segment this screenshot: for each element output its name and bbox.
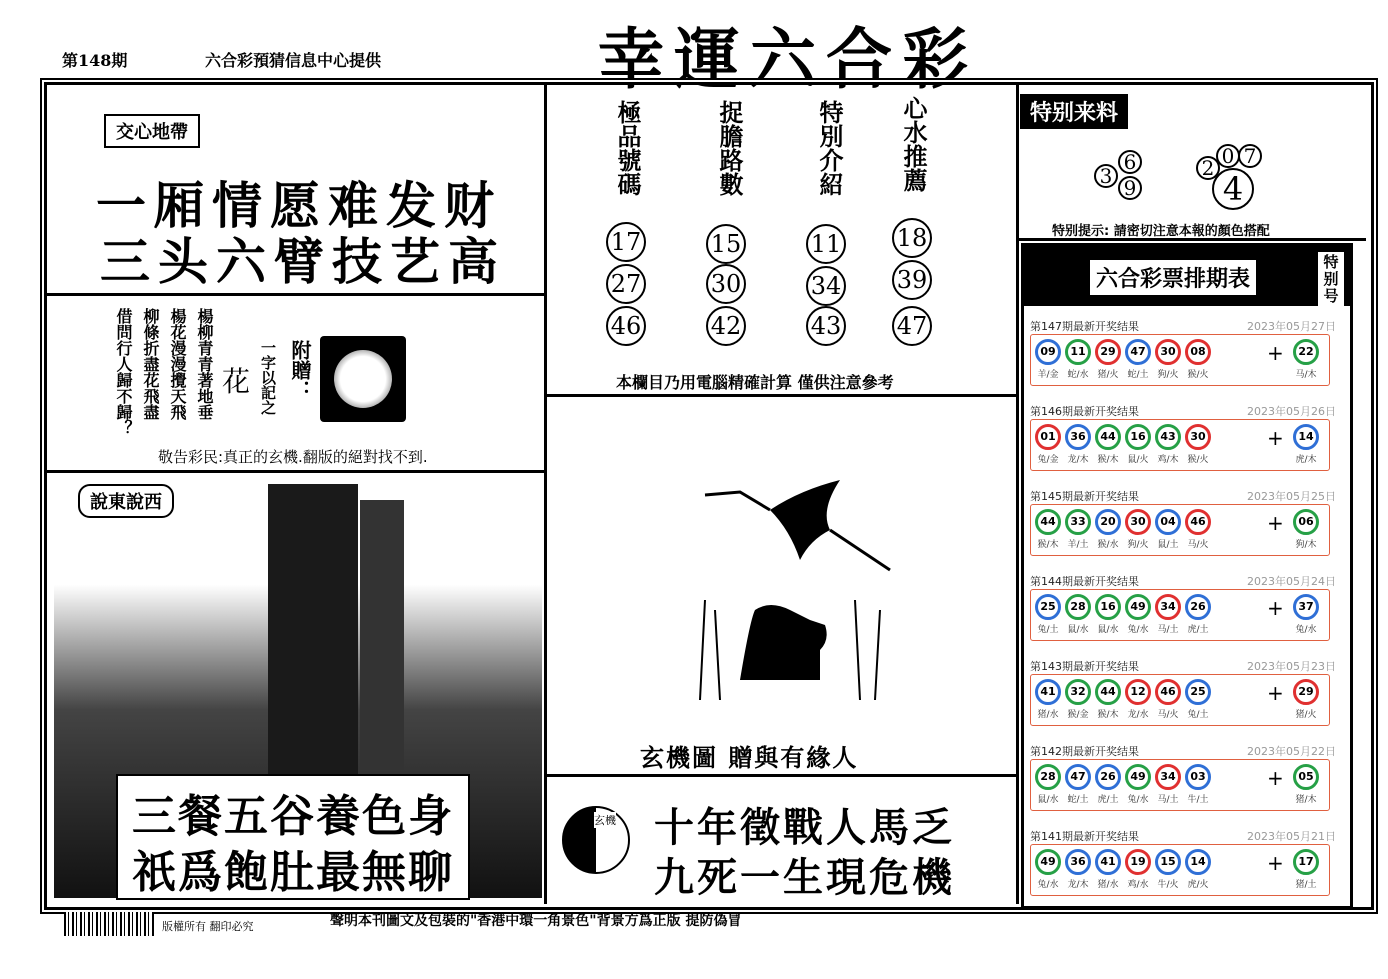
ball-zodiac: 狗/木: [1295, 540, 1317, 550]
number-circle: 15: [706, 224, 746, 264]
barcode: [64, 912, 154, 936]
lottery-ball: 49: [1125, 764, 1151, 790]
numbers-footer: 本欄目乃用電腦精確計算 僅供注意參考: [616, 373, 894, 392]
ball-zodiac: 猪/土: [1295, 880, 1317, 890]
poem-column-2: 楊花漫漫攪天飛: [168, 308, 187, 420]
special-ball: 05: [1293, 764, 1319, 790]
lottery-ball: 19: [1125, 849, 1151, 875]
results-panel: [1021, 243, 1353, 909]
lottery-ball: 44: [1035, 509, 1061, 535]
result-row: [1028, 318, 1344, 398]
ball-zodiac: 猴/木: [1097, 710, 1119, 720]
ball-zodiac: 兔/水: [1295, 625, 1317, 635]
result-balls-box: [1030, 674, 1330, 726]
issue-number: 第148期: [62, 51, 128, 70]
lottery-ball: 25: [1185, 679, 1211, 705]
heart-line-2: 三头六臂技艺高: [100, 232, 506, 291]
yin-yang-label: 玄機: [594, 814, 616, 827]
special-number: 3: [1094, 164, 1118, 188]
ball-zodiac: 马/木: [1295, 370, 1317, 380]
result-row: [1028, 403, 1344, 483]
ball-zodiac: 马/火: [1187, 540, 1209, 550]
special-number: 0: [1216, 144, 1240, 168]
ball-zodiac: 羊/金: [1037, 370, 1059, 380]
heart-line-1: 一厢情愿难发财: [96, 176, 502, 235]
plus-sign: +: [1267, 341, 1284, 365]
ball-zodiac: 牛/火: [1157, 880, 1179, 890]
divider-left-2: [46, 470, 544, 473]
result-balls-box: [1030, 759, 1330, 811]
ball-zodiac: 龙/木: [1067, 880, 1089, 890]
lottery-ball: 26: [1095, 764, 1121, 790]
result-balls-box: [1030, 844, 1330, 896]
special-ball: 14: [1293, 424, 1319, 450]
xuanji-caption: 玄機圖 贈與有緣人: [640, 743, 859, 772]
result-balls-box: [1030, 334, 1330, 386]
ball-zodiac: 羊/土: [1067, 540, 1089, 550]
plus-sign: +: [1267, 681, 1284, 705]
ball-zodiac: 龙/水: [1127, 710, 1149, 720]
number-circle: 17: [606, 222, 646, 262]
lottery-ball: 15: [1155, 849, 1181, 875]
lottery-ball: 33: [1065, 509, 1091, 535]
lottery-ball: 26: [1185, 594, 1211, 620]
special-ball: 22: [1293, 339, 1319, 365]
result-row-date: 2023年05月23日: [1247, 660, 1336, 673]
lottery-ball: 28: [1065, 594, 1091, 620]
ball-zodiac: 蛇/土: [1127, 370, 1149, 380]
yin-yang-icon: [562, 806, 630, 874]
ball-zodiac: 兔/金: [1037, 455, 1059, 465]
ball-zodiac: 狗/火: [1157, 370, 1179, 380]
plus-sign: +: [1267, 511, 1284, 535]
special-ball: 06: [1293, 509, 1319, 535]
ball-zodiac: 马/土: [1157, 795, 1179, 805]
ball-zodiac: 蛇/土: [1067, 795, 1089, 805]
number-circle: 11: [806, 224, 846, 264]
ball-zodiac: 兔/水: [1037, 880, 1059, 890]
result-row-date: 2023年05月24日: [1247, 575, 1336, 588]
result-row-label: 第146期最新开奖结果: [1030, 405, 1139, 418]
lottery-ball: 43: [1155, 424, 1181, 450]
ball-zodiac: 猴/水: [1097, 540, 1119, 550]
lottery-ball: 34: [1155, 594, 1181, 620]
lottery-ball: 16: [1125, 424, 1151, 450]
dongxi-tag: 說東說西: [78, 484, 174, 518]
result-row-label: 第147期最新开奖结果: [1030, 320, 1139, 333]
poem-column-3: 柳條折盡花飛盡: [141, 308, 160, 420]
lottery-ball: 20: [1095, 509, 1121, 535]
footer-statement: 聲明本刊圖文及包裝的"香港中環一角景色"背景方爲正版 提防偽冒: [330, 913, 742, 929]
ball-zodiac: 猴/火: [1187, 455, 1209, 465]
ball-zodiac: 兔/水: [1127, 795, 1149, 805]
special-group-2: [1196, 144, 1276, 208]
poem-hint: 一字以記之: [259, 340, 277, 415]
result-row-date: 2023年05月22日: [1247, 745, 1336, 758]
lottery-ball: 04: [1155, 509, 1181, 535]
lottery-ball: 41: [1035, 679, 1061, 705]
result-row: [1028, 573, 1344, 653]
number-circle: 18: [892, 218, 932, 258]
ball-zodiac: 猴/金: [1067, 710, 1089, 720]
lottery-ball: 47: [1065, 764, 1091, 790]
result-row-date: 2023年05月27日: [1247, 320, 1336, 333]
special-number: 2: [1196, 156, 1220, 180]
result-row: [1028, 828, 1344, 908]
plus-sign: +: [1267, 766, 1284, 790]
special-number: 9: [1118, 176, 1142, 200]
number-circle: 43: [806, 306, 846, 346]
result-row: [1028, 743, 1344, 823]
special-ball: 29: [1293, 679, 1319, 705]
provider-text: 六合彩預猜信息中心提供: [205, 51, 382, 70]
ball-zodiac: 鼠/水: [1097, 625, 1119, 635]
lottery-ball: 34: [1155, 764, 1181, 790]
result-row-label: 第142期最新开奖结果: [1030, 745, 1139, 758]
ball-zodiac: 鼠/土: [1157, 540, 1179, 550]
number-circle: 46: [606, 306, 646, 346]
result-row-label: 第143期最新开奖结果: [1030, 660, 1139, 673]
number-circle: 34: [806, 266, 846, 306]
lottery-ball: 30: [1125, 509, 1151, 535]
tower-building-2: [360, 500, 404, 770]
special-tag: 特别来料: [1020, 94, 1128, 129]
ball-zodiac: 狗/火: [1127, 540, 1149, 550]
numbers-col-1-label: 極品號碼: [613, 100, 642, 196]
lottery-ball: 36: [1065, 849, 1091, 875]
number-circle: 39: [892, 260, 932, 300]
ball-zodiac: 猪/木: [1295, 795, 1317, 805]
lottery-ball: 46: [1185, 509, 1211, 535]
ball-zodiac: 鼠/水: [1067, 625, 1089, 635]
result-balls-box: [1030, 589, 1330, 641]
ball-zodiac: 猪/火: [1295, 710, 1317, 720]
poem-column-4: 借問行人歸不歸？: [114, 308, 133, 436]
special-number-label: 特别号: [1318, 252, 1344, 307]
ball-zodiac: 虎/木: [1295, 455, 1317, 465]
crane-dog-icon: [680, 470, 900, 710]
ball-zodiac: 蛇/水: [1067, 370, 1089, 380]
lottery-ball: 46: [1155, 679, 1181, 705]
dongxi-line-1: 三餐五谷養色身: [132, 791, 454, 842]
ball-zodiac: 猴/木: [1037, 540, 1059, 550]
special-group-1: [1094, 150, 1154, 200]
ball-zodiac: 牛/土: [1187, 795, 1209, 805]
page-title: 幸運六合彩: [598, 20, 978, 98]
results-panel-header: [1024, 246, 1350, 306]
number-circle: 30: [706, 264, 746, 304]
result-balls-box: [1030, 504, 1330, 556]
ball-zodiac: 马/火: [1157, 710, 1179, 720]
lottery-ball: 28: [1035, 764, 1061, 790]
special-number: 6: [1118, 150, 1142, 174]
lottery-ball: 03: [1185, 764, 1211, 790]
lottery-ball: 49: [1125, 594, 1151, 620]
ball-zodiac: 鸡/水: [1127, 880, 1149, 890]
result-row-label: 第145期最新开奖结果: [1030, 490, 1139, 503]
numbers-col-4-label: 心水推薦: [899, 96, 928, 192]
numbers-col-3-label: 特別介紹: [815, 100, 844, 196]
ball-zodiac: 兔/土: [1037, 625, 1059, 635]
plus-sign: +: [1267, 596, 1284, 620]
lottery-ball: 32: [1065, 679, 1091, 705]
ball-zodiac: 猴/火: [1187, 370, 1209, 380]
special-number: 7: [1238, 144, 1262, 168]
lottery-ball: 29: [1095, 339, 1121, 365]
ball-zodiac: 兔/水: [1127, 625, 1149, 635]
lottery-ball: 12: [1125, 679, 1151, 705]
lottery-ball: 49: [1035, 849, 1061, 875]
divider-right: [1016, 84, 1019, 904]
number-circle: 42: [706, 306, 746, 346]
special-ball: 37: [1293, 594, 1319, 620]
special-ball: 17: [1293, 849, 1319, 875]
result-balls-box: [1030, 419, 1330, 471]
lottery-ball: 08: [1185, 339, 1211, 365]
plus-sign: +: [1267, 851, 1284, 875]
ball-zodiac: 猪/火: [1097, 370, 1119, 380]
plus-sign: +: [1267, 426, 1284, 450]
xuanji-line-2: 九死一生現危機: [654, 854, 955, 901]
special-hint: 特别提示: 請密切注意本報的顏色搭配: [1052, 224, 1270, 239]
ball-zodiac: 鸡/木: [1157, 455, 1179, 465]
lottery-ball: 30: [1185, 424, 1211, 450]
ball-zodiac: 鼠/火: [1127, 455, 1149, 465]
result-row-label: 第144期最新开奖结果: [1030, 575, 1139, 588]
result-row-label: 第141期最新开奖结果: [1030, 830, 1139, 843]
result-row-date: 2023年05月26日: [1247, 405, 1336, 418]
lottery-ball: 01: [1035, 424, 1061, 450]
lottery-ball: 41: [1095, 849, 1121, 875]
lottery-ball: 25: [1035, 594, 1061, 620]
numbers-col-2-label: 捉膽路數: [715, 100, 744, 196]
lottery-ball: 44: [1095, 424, 1121, 450]
ball-zodiac: 龙/木: [1067, 455, 1089, 465]
number-circle: 27: [606, 264, 646, 304]
poem-column-1: 楊柳青青著地垂: [195, 308, 214, 420]
number-circle: 47: [892, 306, 932, 346]
results-panel-title: 六合彩票排期表: [1090, 260, 1256, 295]
result-row-date: 2023年05月25日: [1247, 490, 1336, 503]
lottery-ball: 47: [1125, 339, 1151, 365]
tower-building: [268, 484, 358, 774]
result-row: [1028, 488, 1344, 568]
ball-zodiac: 猪/水: [1037, 710, 1059, 720]
result-row-date: 2023年05月21日: [1247, 830, 1336, 843]
poem-block: [112, 308, 216, 438]
ball-zodiac: 兔/土: [1187, 710, 1209, 720]
xuanji-line-1: 十年徵戰人馬乏: [654, 804, 955, 851]
copyright-text: 版權所有 翻印必究: [162, 920, 254, 933]
ball-zodiac: 鼠/水: [1037, 795, 1059, 805]
ball-zodiac: 虎/土: [1187, 625, 1209, 635]
special-number: 4: [1212, 168, 1254, 210]
gift-image: [320, 336, 406, 422]
lottery-ball: 16: [1095, 594, 1121, 620]
warning-text: 敬告彩民:真正的玄機.翻版的絕對找不到.: [158, 448, 428, 466]
dongxi-line-2: 祇爲飽肚最無聊: [132, 847, 454, 898]
heart-section-tag: 交心地帶: [104, 114, 200, 148]
divider-mid-2: [546, 774, 1016, 777]
divider-mid-1: [546, 394, 1016, 397]
poem-answer: 花: [222, 365, 251, 398]
lottery-ball: 11: [1065, 339, 1091, 365]
gift-label: 附贈：: [288, 340, 312, 400]
lottery-ball: 09: [1035, 339, 1061, 365]
ball-zodiac: 猴/木: [1097, 455, 1119, 465]
lottery-ball: 30: [1155, 339, 1181, 365]
ball-zodiac: 虎/土: [1097, 795, 1119, 805]
lottery-ball: 36: [1065, 424, 1091, 450]
lottery-ball: 44: [1095, 679, 1121, 705]
xuanji-illustration: [680, 470, 900, 710]
lottery-ball: 14: [1185, 849, 1211, 875]
result-row: [1028, 658, 1344, 738]
divider-left: [544, 84, 547, 904]
ball-zodiac: 马/土: [1157, 625, 1179, 635]
ball-zodiac: 虎/火: [1187, 880, 1209, 890]
ball-zodiac: 猪/水: [1097, 880, 1119, 890]
